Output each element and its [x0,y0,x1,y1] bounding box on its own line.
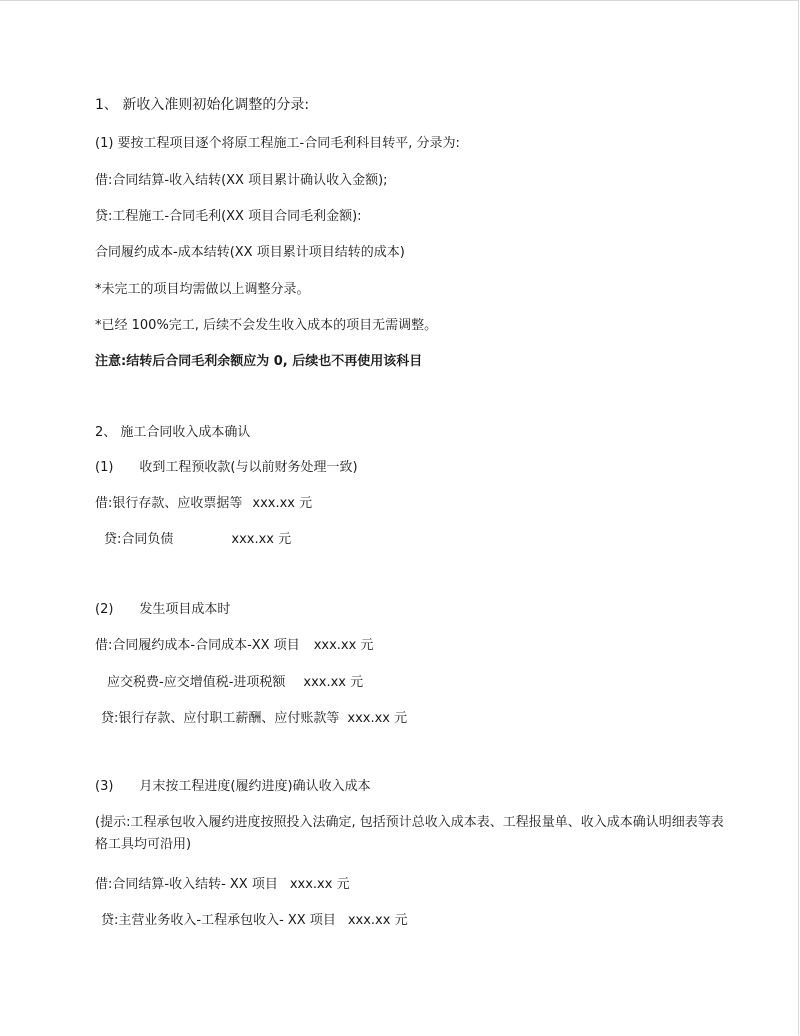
section1-attention: 注意:结转后合同毛利余额应为 0, 后续也不再使用该科目 [95,354,423,369]
step1-title: 收到工程预收款(与以前财务处理一致) [139,460,358,475]
step1-credit-line [104,531,291,549]
step3-title: 月末按工程进度(履约进度)确认收入成本 [139,779,371,794]
section1-heading: 1、 新收入准则初始化调整的分录: [95,97,310,113]
step1-credit-label: 贷:合同负债 [104,532,174,547]
section2-heading: 2、 施工合同收入成本确认 [95,425,251,440]
step2-debit-label: 借:合同履约成本-合同成本-XX 项目 [95,638,300,653]
step3-credit-amount: xxx.xx 元 [347,913,408,928]
step3-hint: (提示:工程承包收入履约进度按照投入法确定, 包括预计总收入成本表、工程报量单、收入成本确认明细表等表格工具均可沿用) [95,815,724,852]
section1-note1: *未完工的项目均需做以上调整分录。 [95,282,310,297]
step2-debit2-label: 应交税费-应交增值税-进项税额 [107,675,286,690]
step3-debit-label: 借:合同结算-收入结转- XX 项目 [95,877,278,892]
step2-number: (2) [95,602,114,617]
step2-credit-label: 贷:银行存款、应付职工薪酬、应付账款等 [101,711,340,726]
section1-note2: *已经 100%完工, 后续不会发生收入成本的项目无需调整。 [95,318,438,333]
step2-debit2-amount: xxx.xx 元 [303,675,364,690]
step1-debit-line [95,495,312,513]
section1-credit2: 合同履约成本-成本结转(XX 项目累计项目结转的成本) [95,245,405,260]
step2-credit-amount: xxx.xx 元 [347,711,408,726]
step2-debit-amount: xxx.xx 元 [313,638,374,653]
step1-debit-amount: xxx.xx 元 [252,496,313,511]
step3-credit-label: 贷:主营业务收入-工程承包收入- XX 项目 [101,913,336,928]
step1-debit-label: 借:银行存款、应收票据等 [95,496,243,511]
section1-credit: 贷:工程施工-合同毛利(XX 项目合同毛利金额): [95,209,362,224]
step2-title-line [95,601,230,619]
step3-title-line [95,778,371,796]
step2-debit2-line [107,674,363,692]
step1-number: (1) [95,460,114,475]
section1-debit: 借:合同结算-收入结转(XX 项目累计确认收入金额); [95,173,388,188]
step3-number: (3) [95,779,114,794]
step3-debit-line [95,876,350,894]
step1-credit-amount: xxx.xx 元 [231,532,292,547]
step1-title-line [95,459,358,477]
section1-intro: (1) 要按工程项目逐个将原工程施工-合同毛利科目转平, 分录为: [95,136,460,151]
step3-debit-amount: xxx.xx 元 [289,877,350,892]
step2-title: 发生项目成本时 [139,602,231,617]
step2-credit-line [101,710,407,728]
step3-credit-line [101,912,408,930]
step2-debit-line [95,637,373,655]
